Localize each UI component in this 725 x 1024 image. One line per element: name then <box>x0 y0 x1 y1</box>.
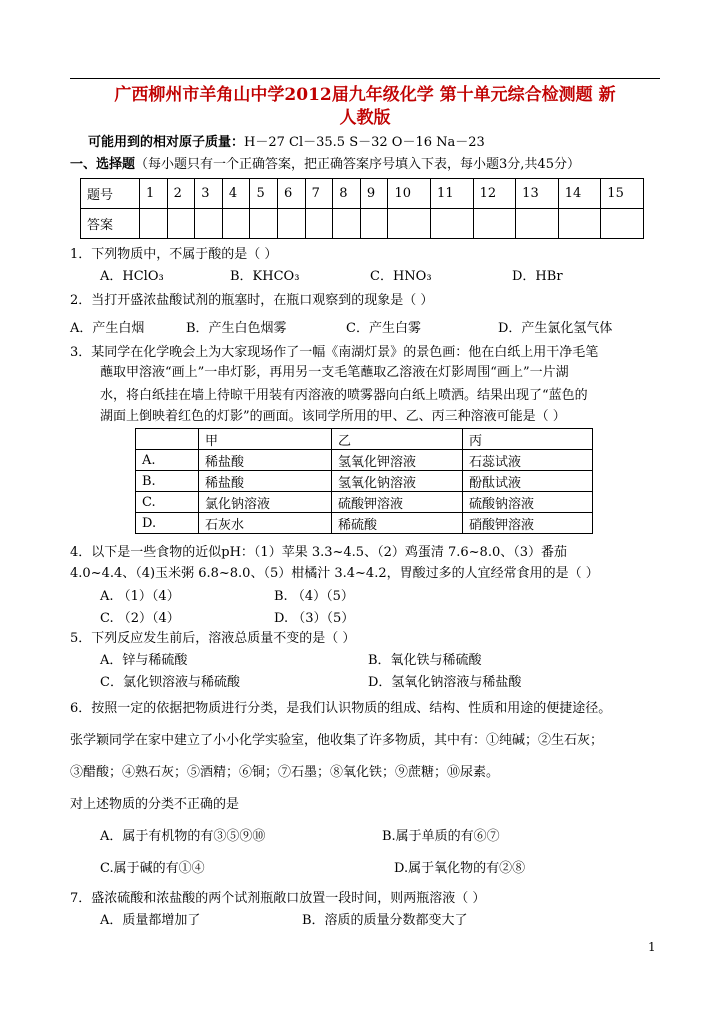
q4-option-c: C. （2）（4） <box>100 611 180 626</box>
answer-table-number: 4 <box>222 179 250 209</box>
atomic-mass-label: 可能用到的相对原子质量： <box>88 135 245 150</box>
q3-table-row <box>136 492 593 513</box>
header-rule <box>70 78 660 79</box>
q3-table-cell: 氯化钠溶液 <box>199 492 332 513</box>
answer-cell[interactable] <box>140 209 168 239</box>
q7-stem: 7．盛浓硫酸和浓盐酸的两个试剂瓶敞口放置一段时间，则两瓶溶液（ ） <box>70 891 486 906</box>
q3-table-cell: 稀硫酸 <box>332 513 463 534</box>
section-heading-line <box>70 156 580 174</box>
q3-table-cell: B. <box>136 471 199 492</box>
answer-table-number-row <box>81 179 644 209</box>
answer-cell[interactable] <box>516 209 559 239</box>
q3-table-row <box>136 513 593 534</box>
answer-table-number: 5 <box>250 179 278 209</box>
q1-option-b: B．KHCO₃ <box>230 269 300 284</box>
answer-table-number: 2 <box>167 179 195 209</box>
answer-table-number: 1 <box>140 179 168 209</box>
q5-option-c: C．氯化钡溶液与稀硫酸 <box>100 675 240 690</box>
q6-line: 对上述物质的分类不正确的是 <box>70 797 240 812</box>
answer-table-number: 13 <box>516 179 559 209</box>
q3-table-header: 乙 <box>332 429 463 450</box>
q1-option-c: C．HNO₃ <box>370 269 432 284</box>
q3-table-header: 甲 <box>199 429 332 450</box>
answer-table-number: 9 <box>360 179 388 209</box>
q2-option-d: D．产生氯化氢气体 <box>498 321 613 336</box>
q6-line: 6．按照一定的依据把物质进行分类，是我们认识物质的组成、结构、性质和用途的便捷途径。 <box>70 701 612 716</box>
q1-option-d: D．HBr <box>512 269 563 284</box>
q7-option-a: A．质量都增加了 <box>100 913 201 928</box>
answer-table-row-header: 题号 <box>81 179 140 209</box>
answer-table-number: 15 <box>601 179 644 209</box>
q3-table-cell: 石灰水 <box>199 513 332 534</box>
q3-table-cell: 酚酞试液 <box>463 471 593 492</box>
q6-line: 张学颖同学在家中建立了小小化学实验室，他收集了许多物质，其中有：①纯碱；②生石灰； <box>70 733 604 748</box>
answer-table-number: 11 <box>431 179 474 209</box>
q3-table-cell: 稀盐酸 <box>199 450 332 471</box>
q6-option-b: B.属于单质的有⑥⑦ <box>382 829 500 844</box>
q5-option-d: D．氢氧化钠溶液与稀盐酸 <box>368 675 522 690</box>
answer-cell[interactable] <box>360 209 388 239</box>
answer-table <box>80 178 644 239</box>
answer-cell[interactable] <box>558 209 601 239</box>
q4-option-b: B. （4）（5） <box>274 589 354 604</box>
answer-table-number: 6 <box>278 179 306 209</box>
atomic-mass-line <box>88 134 485 152</box>
q2-option-a: A．产生白烟 <box>70 321 145 336</box>
q3-table-row <box>136 471 593 492</box>
q4-line: 4．以下是一些食物的近似pH：（1）苹果 3.3~4.5、（2）鸡蛋清 7.6~8.0、（3）番茄 <box>70 545 567 560</box>
q3-line: 水，将白纸挂在墙上待晾干用装有丙溶液的喷雾器向白纸上喷洒。结果出现了“蓝色的 <box>100 388 588 403</box>
answer-table-number: 8 <box>333 179 361 209</box>
q4-option-a: A. （1）（4） <box>100 589 180 604</box>
answer-cell[interactable] <box>222 209 250 239</box>
section-heading: 一、选择题 <box>70 157 136 172</box>
answer-cell[interactable] <box>601 209 644 239</box>
q6-line: ③醋酸；④熟石灰；⑤酒精；⑥铜；⑦石墨；⑧氧化铁；⑨蔗糖；⑩尿素。 <box>70 765 500 780</box>
q5-option-a: A．锌与稀硫酸 <box>100 653 188 668</box>
q3-table-cell: D. <box>136 513 199 534</box>
answer-cell[interactable] <box>195 209 223 239</box>
q4-line: 4.0~4.4、（4)玉米粥 6.8~8.0、（5）柑橘汁 3.4~4.2，胃酸过多的人宜经常食用的是（ ） <box>70 566 599 581</box>
q2-stem: 2．当打开盛浓盐酸试剂的瓶塞时，在瓶口观察到的现象是（ ） <box>70 293 434 308</box>
q6-option-d: D.属于氧化物的有②⑧ <box>394 861 526 876</box>
answer-cell[interactable] <box>250 209 278 239</box>
q3-table-header: 丙 <box>463 429 593 450</box>
answer-cell[interactable] <box>473 209 516 239</box>
q5-stem: 5．下列反应发生前后，溶液总质量不变的是（ ） <box>70 631 356 646</box>
answer-table-number: 10 <box>388 179 431 209</box>
q3-table-cell: 石蕊试液 <box>463 450 593 471</box>
q7-option-b: B．溶质的质量分数都变大了 <box>302 913 468 928</box>
q3-table-cell: A. <box>136 450 199 471</box>
q1-stem: 1．下列物质中，不属于酸的是（ ） <box>70 247 278 262</box>
section-note: （每小题只有一个正确答案，把正确答案序号填入下表，每小题3分,共45分） <box>135 157 580 172</box>
answer-cell[interactable] <box>388 209 431 239</box>
q3-table-cell: 硫酸钠溶液 <box>463 492 593 513</box>
answer-table-number: 3 <box>195 179 223 209</box>
answer-cell[interactable] <box>431 209 474 239</box>
q3-table-cell: 氢氧化钾溶液 <box>332 450 463 471</box>
q1-option-a: A．HClO₃ <box>100 269 164 284</box>
answer-table-answer-label: 答案 <box>81 209 140 239</box>
answer-cell[interactable] <box>305 209 333 239</box>
q3-options-table <box>135 428 593 534</box>
q6-option-a: A．属于有机物的有③⑤⑨⑩ <box>100 829 266 844</box>
q2-option-b: B．产生白色烟雾 <box>186 321 287 336</box>
q3-table-header-row <box>136 429 593 450</box>
answer-table-number: 7 <box>305 179 333 209</box>
answer-table-number: 14 <box>558 179 601 209</box>
q3-line: 湖面上倒映着红色的灯影”的画面。该同学所用的甲、乙、丙三种溶液可能是（ ） <box>100 409 566 424</box>
answer-cell[interactable] <box>278 209 306 239</box>
answer-cell[interactable] <box>167 209 195 239</box>
q3-table-cell: 硫酸钾溶液 <box>332 492 463 513</box>
q6-option-c: C.属于碱的有①④ <box>100 861 205 876</box>
q3-table-cell: C. <box>136 492 199 513</box>
q5-option-b: B．氧化铁与稀硫酸 <box>368 653 482 668</box>
answer-table-answer-row <box>81 209 644 239</box>
q3-table-cell: 硝酸钾溶液 <box>463 513 593 534</box>
page-title: 广西柳州市羊角山中学2012届九年级化学 第十单元综合检测题 新 <box>114 85 616 105</box>
page-title-line2: 人教版 <box>339 108 391 128</box>
q3-table-cell: 稀盐酸 <box>199 471 332 492</box>
answer-table-number: 12 <box>473 179 516 209</box>
page-number: 1 <box>648 940 656 954</box>
q3-table-row <box>136 450 593 471</box>
atomic-mass-values: H－27 Cl－35.5 S－32 O－16 Na－23 <box>244 135 485 150</box>
q3-table-cell: 氢氧化钠溶液 <box>332 471 463 492</box>
q4-option-d: D. （3）（5） <box>274 611 355 626</box>
q2-option-c: C．产生白雾 <box>346 321 421 336</box>
q3-table-header <box>136 429 199 450</box>
answer-cell[interactable] <box>333 209 361 239</box>
q3-line: 蘸取甲溶液“画上”一串灯影，再用另一支毛笔蘸取乙溶液在灯影周围“画上”一片湖 <box>100 365 569 380</box>
q3-line: 3．某同学在化学晚会上为大家现场作了一幅《南湖灯景》的景色画：他在白纸上用干净毛笔 <box>70 345 599 360</box>
